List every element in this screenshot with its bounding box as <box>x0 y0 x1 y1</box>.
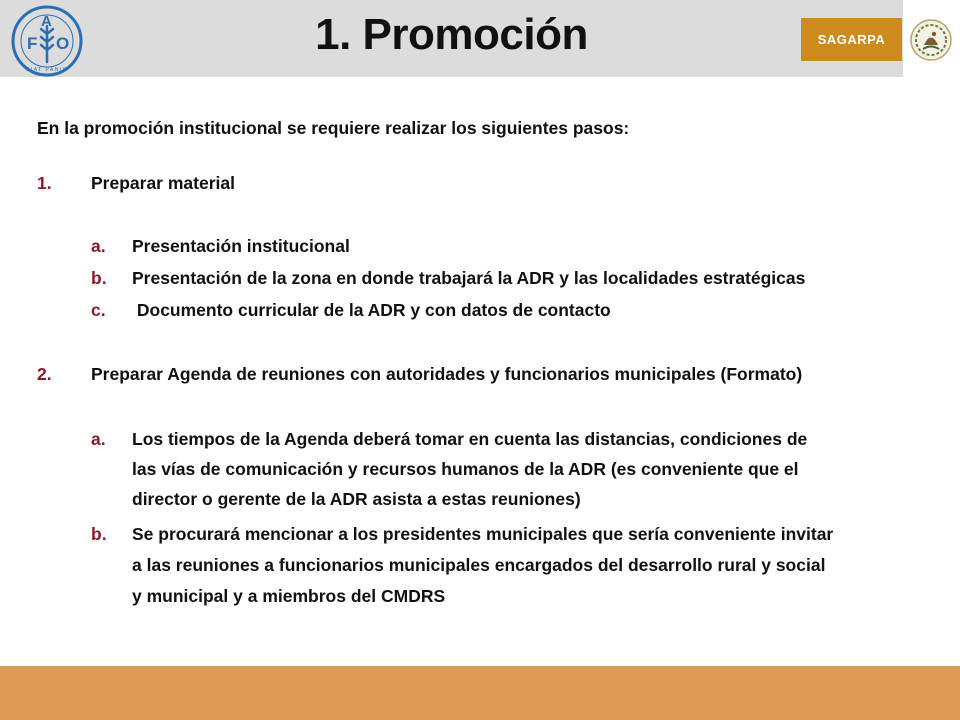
substep-letter: a. <box>91 429 106 449</box>
fao-motto: FIAT PANIS <box>26 67 68 73</box>
intro-text: En la promoción institucional se requiere realizar los siguientes pasos: <box>37 118 630 138</box>
substep-text: Documento curricular de la ADR y con datos de contacto <box>132 300 611 320</box>
substep-text: Presentación institucional <box>132 236 350 256</box>
footer-band <box>0 666 960 720</box>
substep-letter: b. <box>91 524 107 544</box>
step-text: Preparar Agenda de reuniones con autoridades y funcionarios municipales (Formato) <box>91 364 803 384</box>
fao-letter-a: A <box>41 13 52 30</box>
page-title: 1. Promoción <box>315 10 588 59</box>
fao-letter-o: O <box>56 34 70 53</box>
substep-line: las vías de comunicación y recursos humanos de la ADR (es conveniente que el <box>132 459 799 479</box>
substep-letter: b. <box>91 268 107 288</box>
mexico-seal-icon <box>909 18 953 62</box>
substep-letter: c. <box>91 300 106 320</box>
substep-line: y municipal y a miembros del CMDRS <box>132 586 446 606</box>
step-number: 1. <box>37 173 52 193</box>
substep-text: Presentación de la zona en donde trabajará la ADR y las localidades estratégicas <box>132 268 806 288</box>
substep-letter: a. <box>91 236 106 256</box>
substep-line: director o gerente de la ADR asista a estas reuniones) <box>132 489 581 509</box>
substep-line: Los tiempos de la Agenda deberá tomar en cuenta las distancias, condiciones de <box>132 429 808 449</box>
fao-letter-f: F <box>27 34 38 53</box>
step-text: Preparar material <box>91 173 235 193</box>
substep-line: a las reuniones a funcionarios municipales encargados del desarrollo rural y social <box>132 555 826 575</box>
step-number: 2. <box>37 364 52 384</box>
sagarpa-logo: SAGARPA <box>801 18 902 61</box>
substep-line: Se procurará mencionar a los presidentes municipales que sería conveniente invitar <box>132 524 834 544</box>
